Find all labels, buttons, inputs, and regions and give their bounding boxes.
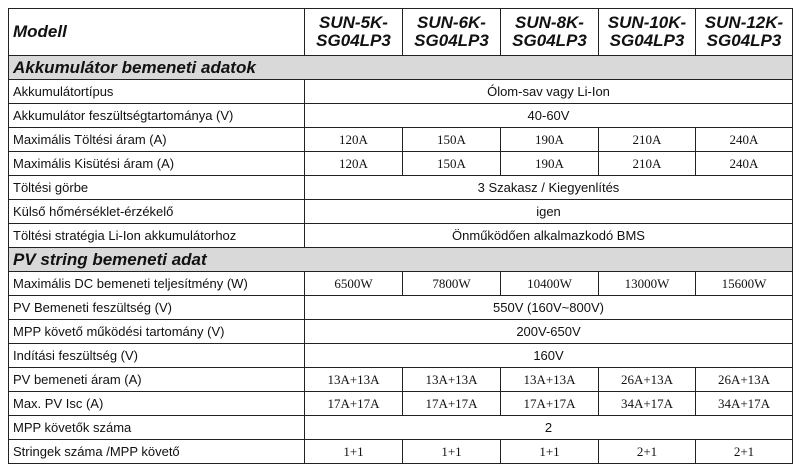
section-header-row — [9, 56, 793, 80]
spec-label: Maximális Kisütési áram (A) — [9, 152, 305, 176]
spec-value-shared: 200V-650V — [305, 320, 793, 344]
model-name: SUN-10K- SG04LP3 — [599, 9, 696, 56]
spec-label: MPP követő működési tartomány (V) — [9, 320, 305, 344]
spec-row — [9, 344, 793, 368]
spec-row — [9, 224, 793, 248]
spec-row — [9, 104, 793, 128]
spec-body — [9, 56, 793, 464]
spec-value: 15600W — [696, 272, 793, 296]
spec-value: 13A+13A — [501, 368, 599, 392]
section-title: PV string bemeneti adat — [9, 248, 793, 272]
spec-value-shared: Ólom-sav vagy Li-Ion — [305, 80, 793, 104]
model-name: SUN-5K- SG04LP3 — [305, 9, 403, 56]
spec-value: 210A — [599, 128, 696, 152]
spec-row — [9, 128, 793, 152]
spec-value: 7800W — [403, 272, 501, 296]
spec-value-shared: 550V (160V~800V) — [305, 296, 793, 320]
spec-value-shared: igen — [305, 200, 793, 224]
spec-value: 10400W — [501, 272, 599, 296]
spec-value-shared: 160V — [305, 344, 793, 368]
spec-value: 150A — [403, 128, 501, 152]
spec-value: 17A+17A — [305, 392, 403, 416]
spec-value: 17A+17A — [403, 392, 501, 416]
spec-row — [9, 392, 793, 416]
spec-row — [9, 296, 793, 320]
spec-label: Külső hőmérséklet-érzékelő — [9, 200, 305, 224]
spec-value: 120A — [305, 128, 403, 152]
spec-label: Akkumulátortípus — [9, 80, 305, 104]
model-name: SUN-8K- SG04LP3 — [501, 9, 599, 56]
model-header: Modell — [9, 9, 305, 56]
spec-value: 190A — [501, 128, 599, 152]
spec-value-shared: 40-60V — [305, 104, 793, 128]
spec-value: 120A — [305, 152, 403, 176]
spec-value: 13A+13A — [403, 368, 501, 392]
spec-sheet — [8, 8, 792, 464]
model-name: SUN-6K- SG04LP3 — [403, 9, 501, 56]
spec-row — [9, 440, 793, 464]
spec-label: Maximális Töltési áram (A) — [9, 128, 305, 152]
spec-label: Stringek száma /MPP követő — [9, 440, 305, 464]
spec-row — [9, 176, 793, 200]
spec-value: 13000W — [599, 272, 696, 296]
section-title: Akkumulátor bemeneti adatok — [9, 56, 793, 80]
spec-value: 26A+13A — [599, 368, 696, 392]
model-name: SUN-12K- SG04LP3 — [696, 9, 793, 56]
spec-value: 2+1 — [696, 440, 793, 464]
spec-label: Maximális DC bemeneti teljesítmény (W) — [9, 272, 305, 296]
spec-value: 34A+17A — [696, 392, 793, 416]
spec-value: 1+1 — [501, 440, 599, 464]
spec-label: Töltési stratégia Li-Ion akkumulátorhoz — [9, 224, 305, 248]
spec-value-shared: 2 — [305, 416, 793, 440]
spec-value: 17A+17A — [501, 392, 599, 416]
spec-table — [8, 8, 793, 464]
spec-value: 1+1 — [305, 440, 403, 464]
spec-value: 150A — [403, 152, 501, 176]
spec-row — [9, 272, 793, 296]
spec-row — [9, 320, 793, 344]
spec-value: 240A — [696, 128, 793, 152]
spec-row — [9, 200, 793, 224]
spec-value: 6500W — [305, 272, 403, 296]
spec-label: Töltési görbe — [9, 176, 305, 200]
header-row — [9, 9, 793, 56]
spec-row — [9, 80, 793, 104]
spec-value: 190A — [501, 152, 599, 176]
spec-label: Max. PV Isc (A) — [9, 392, 305, 416]
spec-label: PV bemeneti áram (A) — [9, 368, 305, 392]
spec-value: 13A+13A — [305, 368, 403, 392]
spec-value: 240A — [696, 152, 793, 176]
spec-value-shared: 3 Szakasz / Kiegyenlítés — [305, 176, 793, 200]
spec-value: 210A — [599, 152, 696, 176]
spec-value: 34A+17A — [599, 392, 696, 416]
spec-label: Indítási feszültség (V) — [9, 344, 305, 368]
spec-label: MPP követők száma — [9, 416, 305, 440]
section-header-row — [9, 248, 793, 272]
spec-value-shared: Önműködően alkalmazkodó BMS — [305, 224, 793, 248]
spec-label: PV Bemeneti feszültség (V) — [9, 296, 305, 320]
spec-value: 2+1 — [599, 440, 696, 464]
spec-value: 26A+13A — [696, 368, 793, 392]
spec-row — [9, 416, 793, 440]
spec-value: 1+1 — [403, 440, 501, 464]
spec-row — [9, 152, 793, 176]
spec-row — [9, 368, 793, 392]
spec-label: Akkumulátor feszültségtartománya (V) — [9, 104, 305, 128]
